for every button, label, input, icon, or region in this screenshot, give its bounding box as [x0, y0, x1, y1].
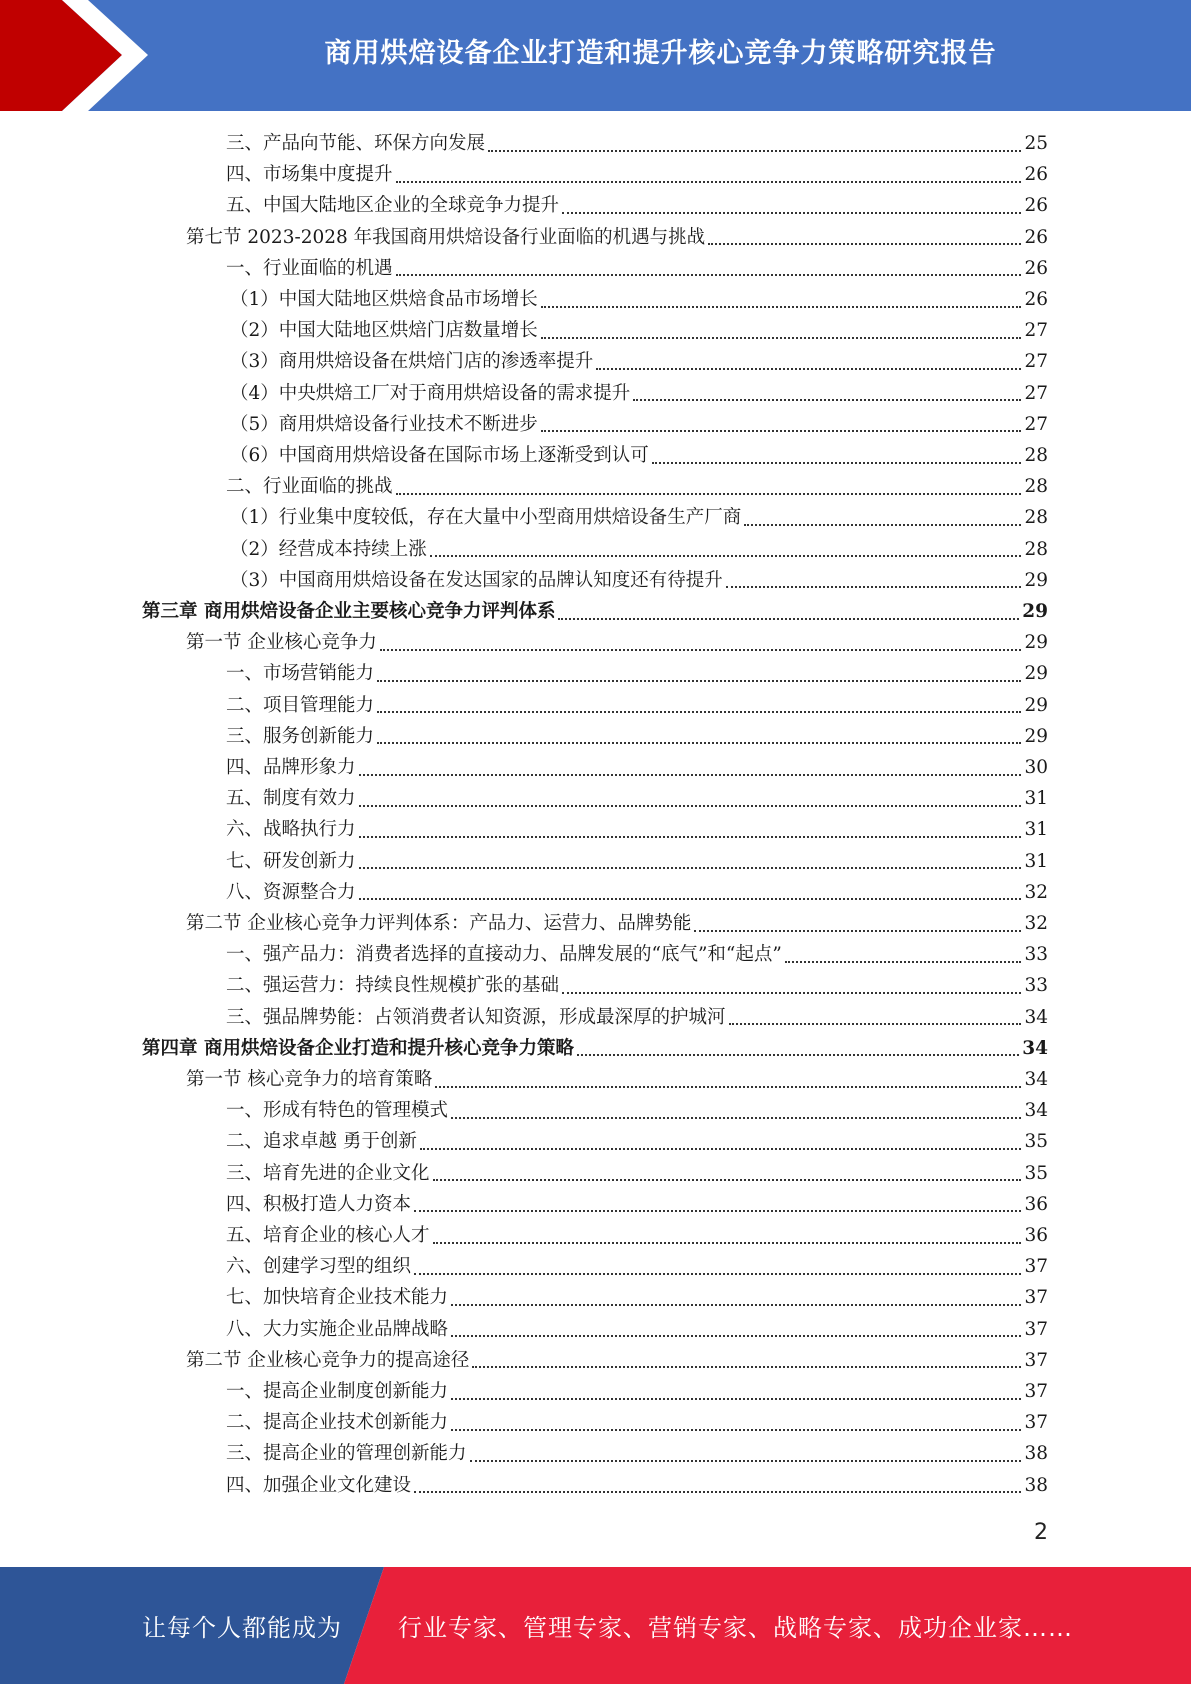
toc-entry[interactable] — [226, 1220, 1048, 1251]
toc-entry[interactable] — [230, 378, 1048, 409]
toc-entry-page: 26 — [1024, 226, 1048, 248]
toc-leader-dots — [652, 462, 1022, 464]
toc-entry-page: 35 — [1024, 1162, 1048, 1184]
toc-entry-page: 31 — [1024, 788, 1048, 810]
toc-entry[interactable] — [230, 315, 1048, 346]
toc-entry-page: 31 — [1024, 819, 1048, 841]
footer-slogan-right: 行业专家、管理专家、营销专家、战略专家、成功企业家…… — [398, 1614, 1073, 1642]
toc-entry-page: 29 — [1022, 601, 1048, 622]
toc-entry-page: 36 — [1024, 1193, 1048, 1215]
toc-leader-dots — [451, 1429, 1021, 1431]
toc-entry-title: 五、培育企业的核心人才 — [226, 1225, 430, 1246]
toc-leader-dots — [377, 742, 1021, 744]
toc-entry[interactable] — [226, 1407, 1048, 1438]
toc-entry-title: （3）商用烘焙设备在烘焙门店的渗透率提升 — [230, 351, 594, 373]
toc-entry-title: （3）中国商用烘焙设备在发达国家的品牌认知度还有待提升 — [230, 569, 723, 591]
toc-entry[interactable] — [226, 1095, 1048, 1126]
toc-entry-page: 38 — [1024, 1474, 1048, 1496]
toc-entry-title: 四、积极打造人力资本 — [226, 1193, 412, 1215]
toc-leader-dots — [451, 1398, 1021, 1400]
toc-entry-title: （1）行业集中度较低，存在大量中小型商用烘焙设备生产厂商 — [230, 507, 742, 529]
toc-entry-page: 30 — [1024, 757, 1048, 778]
toc-entry-title: 一、提高企业制度创新能力 — [226, 1381, 449, 1402]
toc-leader-dots — [596, 368, 1021, 370]
toc-entry[interactable] — [186, 1345, 1048, 1376]
toc-leader-dots — [377, 680, 1021, 682]
toc-entry-title: 二、项目管理能力 — [226, 694, 375, 716]
toc-entry[interactable] — [226, 846, 1048, 877]
toc-entry[interactable] — [142, 1033, 1048, 1064]
page-footer — [0, 1567, 1191, 1684]
toc-entry-page: 28 — [1024, 445, 1048, 466]
toc-leader-dots — [541, 306, 1022, 308]
toc-entry-title: 八、大力实施企业品牌战略 — [226, 1318, 449, 1340]
toc-leader-dots — [359, 805, 1022, 807]
toc-leader-dots — [377, 711, 1021, 713]
toc-entry[interactable] — [186, 1064, 1048, 1095]
toc-entry-title: （4）中央烘焙工厂对于商用烘焙设备的需求提升 — [230, 382, 631, 404]
toc-entry-title: 六、战略执行力 — [226, 819, 356, 841]
toc-entry[interactable] — [226, 1126, 1048, 1157]
toc-leader-dots — [562, 992, 1021, 994]
toc-entry-page: 34 — [1024, 1006, 1048, 1028]
toc-entry-page: 33 — [1024, 975, 1048, 997]
toc-entry-page: 31 — [1024, 850, 1048, 872]
toc-entry-title: 七、研发创新力 — [226, 850, 356, 872]
toc-entry-page: 27 — [1024, 382, 1048, 404]
toc-entry-page: 37 — [1024, 1256, 1048, 1278]
toc-entry[interactable] — [226, 1189, 1048, 1220]
toc-leader-dots — [396, 493, 1022, 495]
toc-leader-dots — [708, 243, 1021, 245]
toc-entry-page: 26 — [1024, 195, 1048, 217]
toc-entry[interactable] — [226, 877, 1048, 908]
toc-entry[interactable] — [226, 1438, 1048, 1469]
toc-entry[interactable] — [226, 970, 1048, 1001]
page-header — [0, 0, 1191, 111]
toc-entry[interactable] — [226, 471, 1048, 502]
toc-entry-title: 第二节 企业核心竞争力评判体系：产品力、运营力、品牌势能 — [186, 913, 692, 934]
toc-entry[interactable] — [226, 752, 1048, 783]
toc-entry[interactable] — [226, 190, 1048, 221]
toc-entry-title: 五、中国大陆地区企业的全球竞争力提升 — [226, 195, 560, 217]
toc-entry[interactable] — [226, 690, 1048, 721]
toc-leader-dots — [359, 898, 1022, 900]
toc-entry-title: 四、加强企业文化建设 — [226, 1474, 412, 1496]
toc-entry[interactable] — [226, 1314, 1048, 1345]
toc-entry-title: 三、提高企业的管理创新能力 — [226, 1443, 467, 1465]
toc-entry-page: 33 — [1024, 944, 1048, 966]
toc-entry-title: 四、市场集中度提升 — [226, 164, 393, 186]
toc-leader-dots — [470, 1460, 1022, 1462]
toc-entry-page: 29 — [1024, 694, 1048, 716]
toc-entry-page: 29 — [1024, 569, 1048, 591]
toc-entry-title: （2）经营成本持续上涨 — [230, 538, 427, 560]
toc-entry-title: 二、行业面临的挑战 — [226, 476, 393, 498]
toc-entry-title: 第一节 企业核心竞争力 — [186, 632, 377, 654]
toc-leader-dots — [451, 1304, 1021, 1306]
toc-entry[interactable] — [230, 502, 1048, 533]
toc-entry-page: 38 — [1024, 1443, 1048, 1465]
toc-entry-title: 第二节 企业核心竞争力的提高途径 — [186, 1349, 470, 1371]
toc-entry[interactable] — [226, 159, 1048, 190]
toc-entry-page: 34 — [1024, 1069, 1048, 1090]
toc-entry-page: 29 — [1024, 663, 1048, 685]
toc-entry[interactable] — [230, 346, 1048, 377]
toc-entry-title: 一、行业面临的机遇 — [226, 257, 393, 279]
toc-entry-page: 37 — [1024, 1349, 1048, 1371]
toc-entry-title: 第三章 商用烘焙设备企业主要核心竞争力评判体系 — [142, 601, 556, 622]
toc-entry-page: 27 — [1024, 351, 1048, 373]
toc-entry-title: 六、创建学习型的组织 — [226, 1256, 412, 1278]
toc-leader-dots — [359, 836, 1022, 838]
toc-entry-title: 七、加快培育企业技术能力 — [226, 1287, 449, 1309]
toc-entry-title: 四、品牌形象力 — [226, 757, 356, 778]
toc-entry-title: （2）中国大陆地区烘焙门店数量增长 — [230, 320, 538, 342]
toc-entry-page: 36 — [1024, 1225, 1048, 1246]
toc-entry[interactable] — [230, 565, 1048, 596]
toc-entry-title: 二、提高企业技术创新能力 — [226, 1412, 449, 1434]
toc-leader-dots — [744, 524, 1021, 526]
toc-entry-title: （6）中国商用烘焙设备在国际市场上逐渐受到认可 — [230, 445, 649, 466]
toc-entry-page: 27 — [1024, 320, 1048, 342]
toc-leader-dots — [694, 930, 1021, 932]
toc-entry[interactable] — [226, 783, 1048, 814]
toc-leader-dots — [541, 430, 1022, 432]
toc-entry-page: 37 — [1024, 1287, 1048, 1309]
toc-leader-dots — [577, 1054, 1019, 1056]
page-number: 2 — [1034, 1520, 1048, 1545]
toc-entry-title: 一、形成有特色的管理模式 — [226, 1100, 449, 1122]
report-title: 商用烘焙设备企业打造和提升核心竞争力策略研究报告 — [324, 37, 997, 69]
toc-entry-title: （5）商用烘焙设备行业技术不断进步 — [230, 413, 538, 435]
toc-leader-dots — [414, 1491, 1021, 1493]
toc-entry-title: 二、追求卓越 勇于创新 — [226, 1131, 417, 1153]
toc-leader-dots — [414, 1210, 1021, 1212]
toc-leader-dots — [562, 212, 1021, 214]
toc-entry-title: 八、资源整合力 — [226, 881, 356, 903]
toc-entry[interactable] — [230, 284, 1048, 315]
toc-leader-dots — [451, 1335, 1021, 1337]
toc-entry[interactable] — [226, 1158, 1048, 1189]
toc-entry-title: 五、制度有效力 — [226, 788, 356, 810]
toc-leader-dots — [433, 1179, 1022, 1181]
toc-entry-page: 28 — [1024, 538, 1048, 560]
toc-entry[interactable] — [186, 908, 1048, 939]
toc-leader-dots — [726, 586, 1022, 588]
toc-entry[interactable] — [226, 1251, 1048, 1282]
toc-entry[interactable] — [186, 627, 1048, 658]
toc-entry-page: 35 — [1024, 1131, 1048, 1153]
toc-entry[interactable] — [226, 1282, 1048, 1313]
toc-leader-dots — [359, 867, 1022, 869]
toc-entry[interactable] — [226, 939, 1048, 970]
toc-entry-page: 29 — [1024, 632, 1048, 654]
toc-leader-dots — [472, 1366, 1021, 1368]
toc-entry-page: 34 — [1024, 1100, 1048, 1122]
toc-leader-dots — [359, 774, 1022, 776]
toc-entry[interactable] — [230, 534, 1048, 565]
toc-entry[interactable] — [226, 658, 1048, 689]
toc-leader-dots — [420, 1148, 1022, 1150]
toc-leader-dots — [633, 399, 1021, 401]
toc-entry[interactable] — [186, 222, 1048, 253]
toc-leader-dots — [451, 1117, 1021, 1119]
toc-entry[interactable] — [230, 440, 1048, 471]
toc-entry-page: 25 — [1024, 133, 1048, 154]
toc-entry-title: 三、强品牌势能：占领消费者认知资源，形成最深厚的护城河 — [226, 1006, 726, 1028]
toc-entry-title: 一、强产品力：消费者选择的直接动力、品牌发展的“底气”和“起点” — [226, 944, 782, 966]
toc-leader-dots — [729, 1023, 1022, 1025]
toc-entry-page: 27 — [1024, 413, 1048, 435]
toc-leader-dots — [558, 618, 1019, 620]
toc-entry[interactable] — [230, 409, 1048, 440]
toc-entry-page: 28 — [1024, 476, 1048, 498]
toc-entry-title: 第七节 2023-2028 年我国商用烘焙设备行业面临的机遇与挑战 — [186, 226, 706, 248]
toc-entry-title: 第一节 核心竞争力的培育策略 — [186, 1069, 433, 1090]
toc-leader-dots — [414, 1273, 1021, 1275]
toc-entry[interactable] — [226, 1002, 1048, 1033]
toc-entry[interactable] — [226, 1470, 1048, 1501]
toc-entry-page: 37 — [1024, 1412, 1048, 1434]
toc-entry-page: 26 — [1024, 289, 1048, 310]
toc-entry-page: 26 — [1024, 257, 1048, 279]
toc-leader-dots — [435, 1086, 1021, 1088]
toc-entry-title: 第四章 商用烘焙设备企业打造和提升核心竞争力策略 — [142, 1037, 574, 1059]
toc-entry[interactable] — [226, 721, 1048, 752]
toc-leader-dots — [433, 1242, 1022, 1244]
toc-entry[interactable] — [226, 1376, 1048, 1407]
toc-entry-page: 28 — [1024, 507, 1048, 529]
toc-entry-page: 34 — [1022, 1037, 1048, 1059]
toc-entry-page: 26 — [1024, 164, 1048, 186]
toc-entry-title: 三、产品向节能、环保方向发展 — [226, 133, 486, 154]
toc-entry[interactable] — [226, 814, 1048, 845]
footer-slogan-left: 让每个人都能成为 — [142, 1614, 342, 1642]
toc-leader-dots — [430, 555, 1022, 557]
toc-leader-dots — [488, 150, 1021, 152]
toc-leader-dots — [785, 961, 1022, 963]
toc-entry[interactable] — [226, 253, 1048, 284]
toc-entry-page: 37 — [1024, 1381, 1048, 1402]
toc-entry-title: （1）中国大陆地区烘焙食品市场增长 — [230, 289, 538, 310]
toc-entry-title: 一、市场营销能力 — [226, 663, 375, 685]
toc-entry-page: 32 — [1024, 913, 1048, 934]
toc-leader-dots — [541, 337, 1022, 339]
toc-entry-page: 37 — [1024, 1318, 1048, 1340]
toc-entry-page: 29 — [1024, 725, 1048, 747]
toc-leader-dots — [396, 181, 1022, 183]
toc-leader-dots — [396, 274, 1022, 276]
toc-entry-title: 二、强运营力：持续良性规模扩张的基础 — [226, 975, 560, 997]
toc-entry-title: 三、培育先进的企业文化 — [226, 1162, 430, 1184]
toc-entry[interactable] — [226, 128, 1048, 159]
toc-leader-dots — [380, 649, 1022, 651]
toc-entry-title: 三、服务创新能力 — [226, 725, 375, 747]
toc-entry[interactable] — [142, 596, 1048, 627]
toc-entry-page: 32 — [1024, 881, 1048, 903]
